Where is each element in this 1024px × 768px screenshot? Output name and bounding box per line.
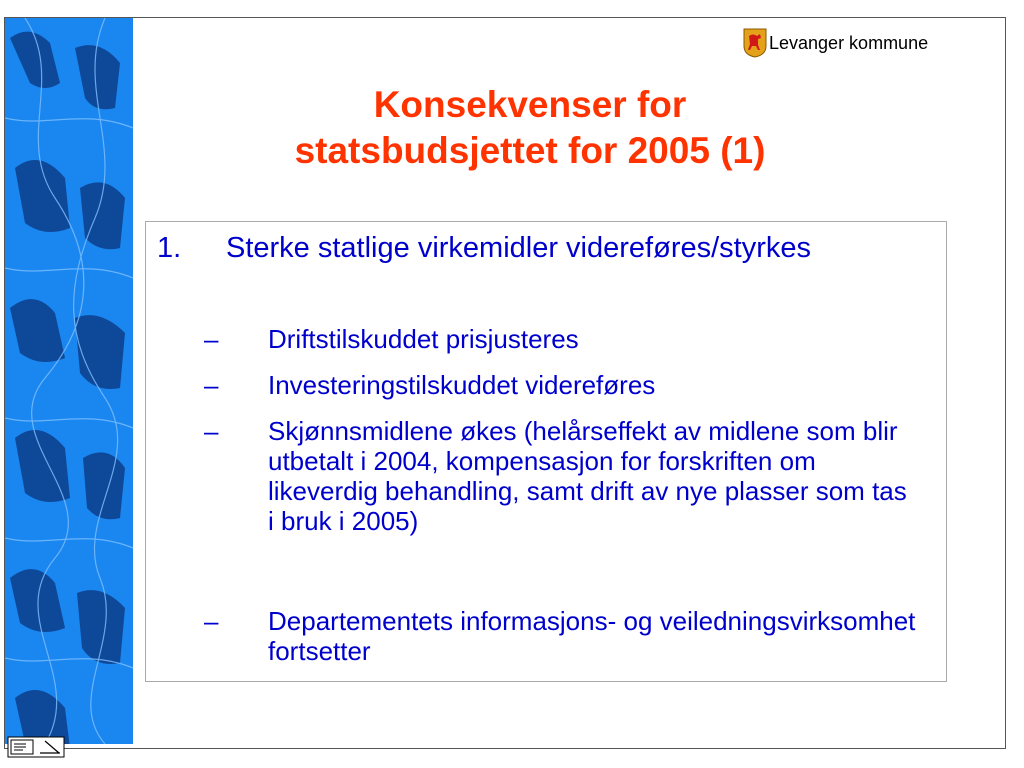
decorative-side-strip <box>5 18 133 744</box>
sub-item-text: Departementets informasjons- og veiledningsvirksomhet fortsetter <box>268 606 916 666</box>
dash-bullet: – <box>204 324 219 354</box>
list-item-text: Sterke statlige virkemidler videreføres/styrkes <box>226 232 811 264</box>
list-number: 1. <box>157 232 182 264</box>
sub-item-text: Driftstilskuddet prisjusteres <box>268 324 579 354</box>
logo-text: Levanger kommune <box>769 32 929 53</box>
title-line-1: Konsekvenser for <box>373 84 687 125</box>
dash-bullet: – <box>204 416 219 446</box>
levanger-logo <box>743 28 928 58</box>
dash-bullet: – <box>204 370 219 400</box>
sub-item-text: Skjønnsmidlene økes (helårseffekt av midlene som blir utbetalt i 2004, kompensasjon for forskriften om likeverdig behandling, samt drift av nye plasser som tas i bruk i 2005) <box>268 416 907 536</box>
notes-icon[interactable] <box>7 736 65 758</box>
content-box <box>145 221 947 682</box>
title-line-2: statsbudsjettet for 2005 (1) <box>294 130 766 171</box>
lion-shield-icon <box>743 28 767 58</box>
horse-pattern-icon <box>5 18 133 744</box>
slide-title <box>150 82 910 174</box>
sub-item-text: Investeringstilskuddet videreføres <box>268 370 656 400</box>
dash-bullet: – <box>204 606 219 636</box>
